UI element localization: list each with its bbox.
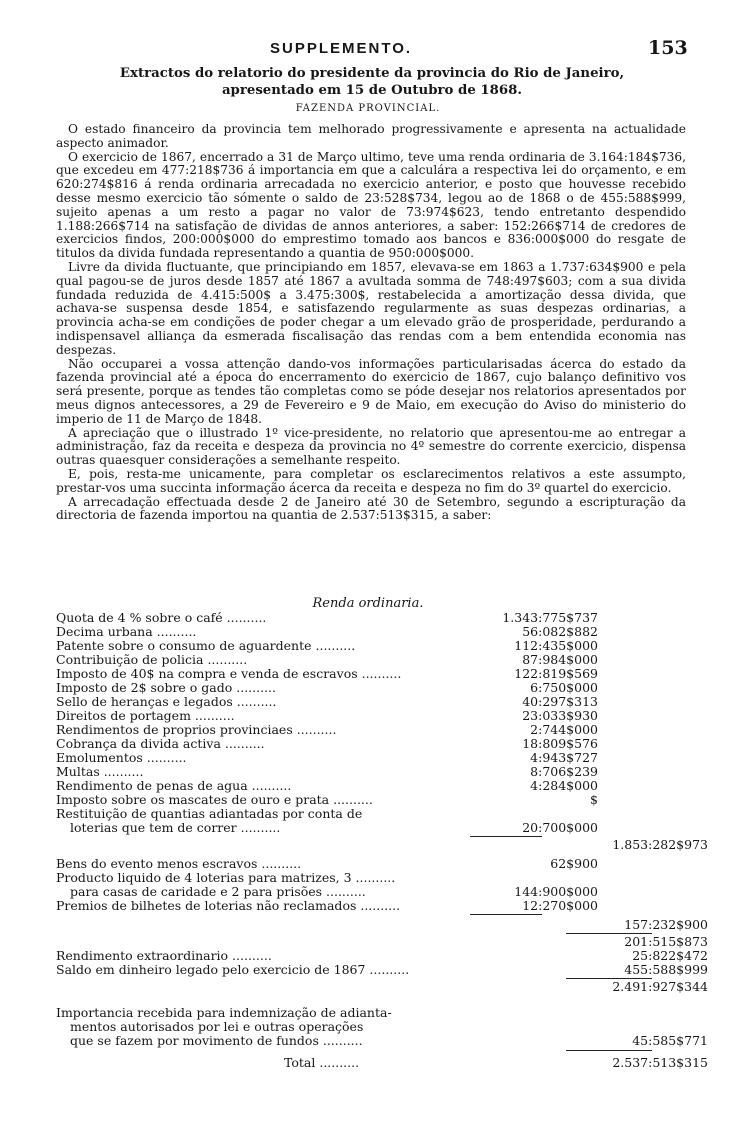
row-value: $ xyxy=(590,792,598,807)
running-title: SUPPLEMENTO. xyxy=(270,40,413,57)
body-text xyxy=(56,123,686,523)
paragraph: E, pois, resta-me unicamente, para completar os esclarecimentos relativos a este assumpto, prestar-vos uma succinta informação ácerca da receita e despeza no fim do 3º quartel do exercicio. xyxy=(56,466,686,495)
row-value: 6:750$000 xyxy=(530,680,598,695)
row-label: Rendimentos de proprios provinciaes .......... xyxy=(56,722,337,737)
row-label: Multas .......... xyxy=(56,764,144,779)
row-label: Quota de 4 % sobre o café .......... xyxy=(56,610,267,625)
row-value: 40:297$313 xyxy=(522,694,598,709)
grand-total: 2.537:513$315 xyxy=(612,1055,708,1070)
paragraph: Livre da divida fluctuante, que principiando em 1857, elevava-se em 1863 a 1.737:634$900 e pela qual pagou-se de juros desde 1857 até 1867 a avultada somma de 748:497$603; com a sua divida fundada reduzida de 4.415:500$ a 3.475:300$, restabelecida a amortização dessa divida, que achava-se suspensa desde 1854, e satisfazendo regularmente as suas despezas ordinarias, a provincia acha-se em condições de poder chegar a um elevado grão de prosperidade, perdurando a indispensavel alliança da esmerada fiscalisação das rendas com a bem entendida economia nas despezas. xyxy=(56,259,686,357)
row-label: Restituição de quantias adiantadas por conta de xyxy=(56,806,363,821)
paragraph: A arrecadação effectuada desde 2 de Janeiro até 30 de Setembro, segundo a escripturação da directoria de fazenda importou na quantia de 2.537:513$315, a saber: xyxy=(56,494,686,523)
report-heading xyxy=(52,65,692,99)
row-value: 4:943$727 xyxy=(530,750,598,765)
paragraph: Não occuparei a vossa attenção dando-vos informações particularisadas ácerca do estado da fazenda provincial até a época do encerramento do exercicio de 1867, cujo balanço definitivo vos será presente, porque as tendes tão completas como se póde desejar nos relatorios apresentados por meus dignos antecessores, a 29 de Fevereiro e 9 de Maio, em execução do Aviso do ministerio do imperio de 11 de Março de 1848. xyxy=(56,356,686,426)
subtotal: 2.491:927$344 xyxy=(612,979,708,994)
row-label: Bens do evento menos escravos .......... xyxy=(56,856,302,871)
row-value: 12:270$000 xyxy=(522,898,598,913)
row-label: Imposto sobre os mascates de ouro e prata .......... xyxy=(56,792,373,807)
other-total: 157:232$900 xyxy=(624,917,708,932)
sum-rule xyxy=(470,914,542,915)
paragraph: A apreciação que o illustrado 1º vice-presidente, no relatorio que apresentou-me ao entregar a administração, faz da receita e despeza da provincia no 4º semestre do corrente exercicio, dispensa outras quaesquer considerações a semelhante respeito. xyxy=(56,425,686,468)
ordinary-total: 1.853:282$973 xyxy=(612,837,708,852)
heading-line-2: apresentado em 15 de Outubro de 1868. xyxy=(221,83,523,98)
row-label: Direitos de portagem .......... xyxy=(56,708,235,723)
row-label: Contribuição de policia .......... xyxy=(56,652,248,667)
page-number: 153 xyxy=(648,37,688,59)
row-value: 62$900 xyxy=(550,856,598,871)
running-header xyxy=(0,37,736,62)
row-value: 25:822$472 xyxy=(632,948,708,963)
row-label: para casas de caridade e 2 para prisões .......... xyxy=(70,884,366,899)
row-label: que se fazem por movimento de fundos .......... xyxy=(70,1033,363,1048)
row-label: Imposto de 2$ sobre o gado .......... xyxy=(56,680,276,695)
row-label: Sello de heranças e legados .......... xyxy=(56,694,277,709)
row-label: Imposto de 40$ na compra e venda de escravos .......... xyxy=(56,666,402,681)
paragraph: O estado financeiro da provincia tem melhorado progressivamente e apresenta na actualidade aspecto animador. xyxy=(56,122,686,150)
row-value: 20:700$000 xyxy=(522,820,598,835)
heading-line-1: Extractos do relatorio do presidente da provincia do Rio de Janeiro, xyxy=(119,66,625,81)
row-value: 87:984$000 xyxy=(522,652,598,667)
row-value: 112:435$000 xyxy=(514,638,598,653)
row-value: 45:585$771 xyxy=(632,1033,708,1048)
row-label: Rendimento extraordinario .......... xyxy=(56,948,272,963)
table-subtitle: Renda ordinaria. xyxy=(312,596,424,611)
row-label: mentos autorisados por lei e outras operações xyxy=(70,1019,364,1034)
sum-rule xyxy=(566,1050,652,1051)
row-value: 18:809$576 xyxy=(522,736,598,751)
row-label: Premios de bilhetes de loterias não reclamados .......... xyxy=(56,898,401,913)
row-value: 144:900$000 xyxy=(514,884,598,899)
row-label: Patente sobre o consumo de aguardente .......... xyxy=(56,638,356,653)
subtotal: 201:515$873 xyxy=(624,934,708,949)
row-value: 1.343:775$737 xyxy=(502,610,598,625)
row-value: 2:744$000 xyxy=(530,722,598,737)
section-title: FAZENDA PROVINCIAL. xyxy=(295,103,441,114)
row-value: 455:588$999 xyxy=(624,962,708,977)
row-value: 8:706$239 xyxy=(530,764,598,779)
row-label: Saldo em dinheiro legado pelo exercicio de 1867 .......... xyxy=(56,962,410,977)
sum-rule xyxy=(470,836,542,837)
row-value: 23:033$930 xyxy=(522,708,598,723)
row-label: Producto liquido de 4 loterias para matrizes, 3 .......... xyxy=(56,870,396,885)
paragraph: O exercicio de 1867, encerrado a 31 de Março ultimo, teve uma renda ordinaria de 3.164:184$736, que excedeu em 477:218$736 á importancia em que a calculára a respectiva lei do orçamento, e em 620:274$816 á renda ordinaria arrecadada no exercicio anterior, e posto que houvesse recebido desse mesmo exercicio tão sómente o saldo de 23:528$734, legou ao de 1868 o de 455:588$999, sujeito apenas a um resto a pagar no valor de 73:974$623, tendo entretanto despendido 1.188:266$714 na satisfação de dividas de annos anteriores, a saber: 152:266$714 de credores de exercicios findos, 200:000$000 do emprestimo tomado aos bancos e 836:000$000 do resgate de titulos da divida fundada representando a quantia de 950:000$000. xyxy=(56,149,686,261)
row-value: 4:284$000 xyxy=(530,778,598,793)
row-value: 122:819$569 xyxy=(514,666,598,681)
row-label: Rendimento de penas de agua .......... xyxy=(56,778,292,793)
row-label: Decima urbana .......... xyxy=(56,624,197,639)
row-value: 56:082$882 xyxy=(522,624,598,639)
row-label: Emolumentos .......... xyxy=(56,750,187,765)
row-label: loterias que tem de correr .......... xyxy=(70,820,281,835)
row-label: Cobrança da divida activa .......... xyxy=(56,736,265,751)
total-label: Total .......... xyxy=(284,1055,360,1070)
row-label: Importancia recebida para indemnização de adianta- xyxy=(56,1005,392,1020)
